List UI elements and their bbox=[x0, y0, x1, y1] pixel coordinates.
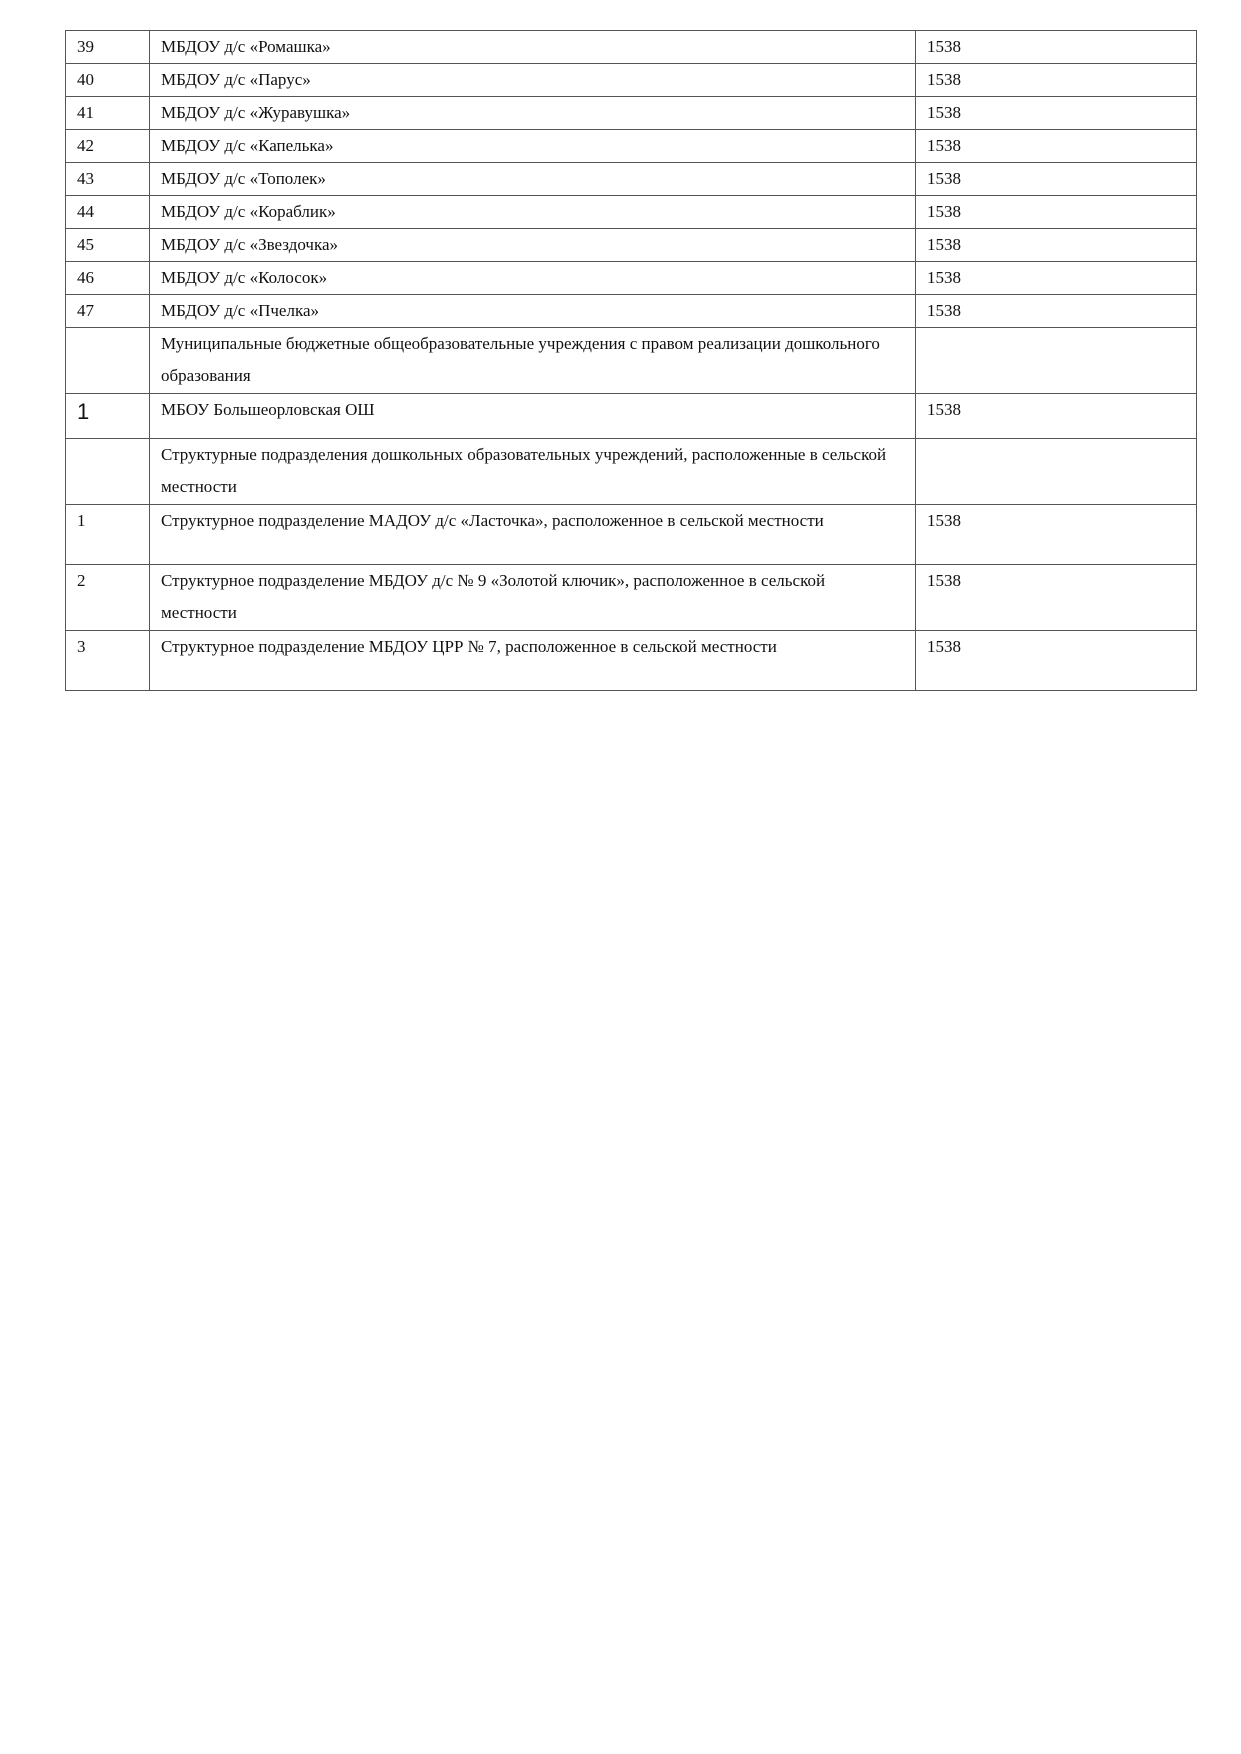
row-value: 1538 bbox=[916, 631, 1197, 691]
institution-name: МБДОУ д/с «Звездочка» bbox=[150, 229, 916, 262]
row-value: 1538 bbox=[916, 505, 1197, 565]
row-value: 1538 bbox=[916, 163, 1197, 196]
row-number: 2 bbox=[66, 565, 150, 631]
row-value: 1538 bbox=[916, 64, 1197, 97]
row-number: 39 bbox=[66, 31, 150, 64]
row-number: 40 bbox=[66, 64, 150, 97]
row-number-empty bbox=[66, 439, 150, 505]
institution-name: МБДОУ д/с «Ромашка» bbox=[150, 31, 916, 64]
table-row bbox=[66, 64, 1197, 97]
institution-name: Структурное подразделение МАДОУ д/с «Ласточка», расположенное в сельской местности bbox=[150, 505, 916, 565]
row-number: 45 bbox=[66, 229, 150, 262]
institution-name: МБОУ Большеорловская ОШ bbox=[150, 394, 916, 439]
section-heading-structural: Структурные подразделения дошкольных образовательных учреждений, расположенные в сельской местности bbox=[150, 439, 916, 505]
row-number: 47 bbox=[66, 295, 150, 328]
table-row bbox=[66, 394, 1197, 439]
row-number: 46 bbox=[66, 262, 150, 295]
row-value: 1538 bbox=[916, 130, 1197, 163]
institution-name: МБДОУ д/с «Пчелка» bbox=[150, 295, 916, 328]
section-header-row bbox=[66, 439, 1197, 505]
institutions-table bbox=[65, 30, 1197, 691]
row-value-empty bbox=[916, 328, 1197, 394]
row-number: 1 bbox=[66, 394, 150, 439]
row-number: 1 bbox=[66, 505, 150, 565]
section-header-row bbox=[66, 328, 1197, 394]
row-value: 1538 bbox=[916, 97, 1197, 130]
section-heading-schools: Муниципальные бюджетные общеобразовательные учреждения с правом реализации дошкольного образования bbox=[150, 328, 916, 394]
institution-name: Структурное подразделение МБДОУ ЦРР № 7, расположенное в сельской местности bbox=[150, 631, 916, 691]
row-number-empty bbox=[66, 328, 150, 394]
table-row bbox=[66, 130, 1197, 163]
row-value: 1538 bbox=[916, 229, 1197, 262]
institution-name: МБДОУ д/с «Кораблик» bbox=[150, 196, 916, 229]
row-value-empty bbox=[916, 439, 1197, 505]
table-row bbox=[66, 196, 1197, 229]
table-row bbox=[66, 631, 1197, 691]
row-number: 42 bbox=[66, 130, 150, 163]
table-row bbox=[66, 31, 1197, 64]
row-value: 1538 bbox=[916, 565, 1197, 631]
row-value: 1538 bbox=[916, 394, 1197, 439]
row-number: 44 bbox=[66, 196, 150, 229]
table-row bbox=[66, 163, 1197, 196]
table-row bbox=[66, 295, 1197, 328]
table-row bbox=[66, 229, 1197, 262]
institution-name: МБДОУ д/с «Парус» bbox=[150, 64, 916, 97]
row-number: 43 bbox=[66, 163, 150, 196]
institution-name: МБДОУ д/с «Тополек» bbox=[150, 163, 916, 196]
institution-name: МБДОУ д/с «Капелька» bbox=[150, 130, 916, 163]
table-row bbox=[66, 565, 1197, 631]
row-value: 1538 bbox=[916, 295, 1197, 328]
row-value: 1538 bbox=[916, 31, 1197, 64]
row-value: 1538 bbox=[916, 262, 1197, 295]
row-value: 1538 bbox=[916, 196, 1197, 229]
row-number: 41 bbox=[66, 97, 150, 130]
table-row bbox=[66, 505, 1197, 565]
institution-name: МБДОУ д/с «Журавушка» bbox=[150, 97, 916, 130]
table-row bbox=[66, 97, 1197, 130]
institution-name: МБДОУ д/с «Колосок» bbox=[150, 262, 916, 295]
row-number: 3 bbox=[66, 631, 150, 691]
table-row bbox=[66, 262, 1197, 295]
institution-name: Структурное подразделение МБДОУ д/с № 9 «Золотой ключик», расположенное в сельской местности bbox=[150, 565, 916, 631]
document-page bbox=[65, 30, 1196, 691]
